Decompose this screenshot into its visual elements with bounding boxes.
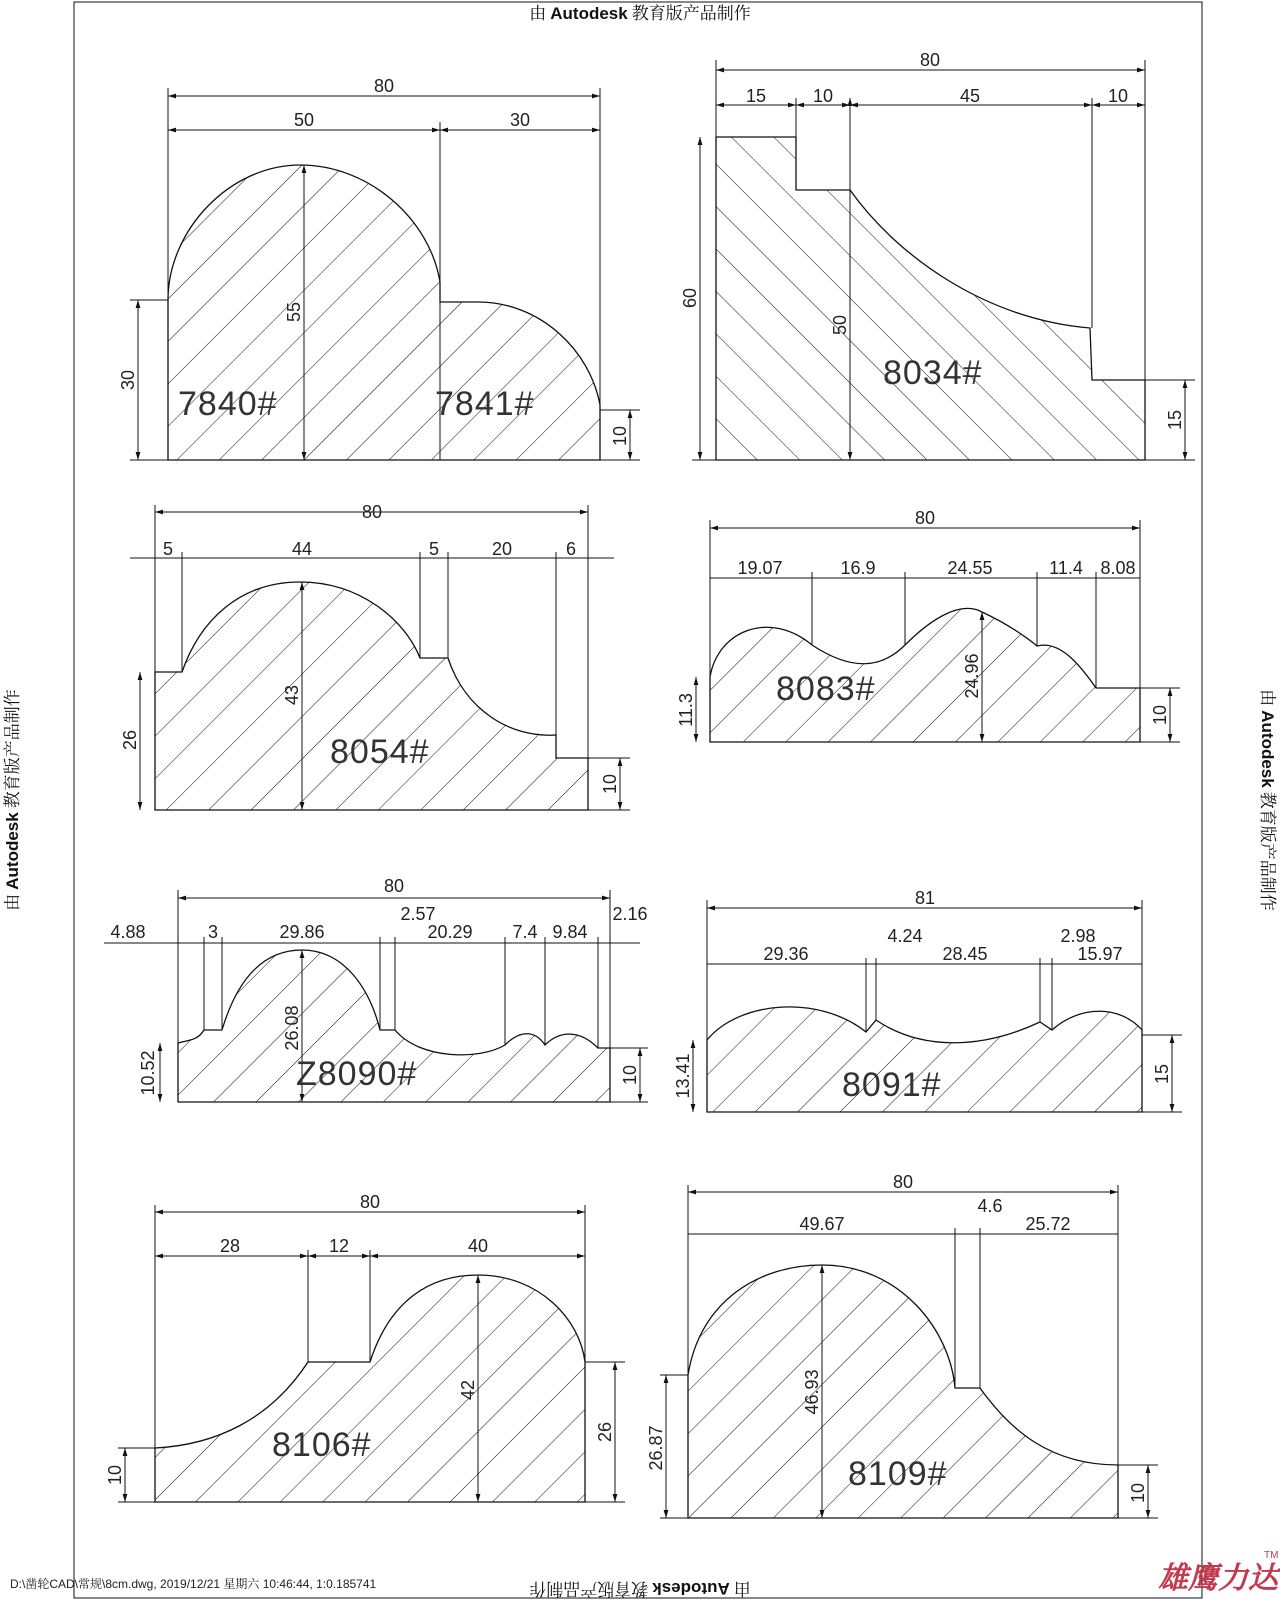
- dim-Z8090-2608: 26.08: [282, 1005, 302, 1051]
- dim-8034-10a: 10: [812, 86, 834, 106]
- dim-8106-40: 40: [467, 1236, 489, 1256]
- logo-text: 雄鹰力达: [1158, 1561, 1278, 1596]
- dim-8083-2455: 24.55: [947, 558, 993, 578]
- svg-text:由Autodesk教育版产品制作: 由Autodesk教育版产品制作: [1258, 689, 1277, 911]
- dim-8091-2845: 28.45: [942, 944, 988, 964]
- dim-8083-114: 11.4: [1049, 558, 1083, 578]
- dim-8054-26: 26: [120, 729, 140, 751]
- dim-8109-2572: 25.72: [1025, 1214, 1071, 1234]
- label-8109: 8109#: [848, 1455, 948, 1493]
- dim-8109-4693: 46.93: [802, 1369, 822, 1415]
- dim-8106-42: 42: [458, 1379, 478, 1401]
- svg-text:由Autodesk教育版产品制作: 由Autodesk教育版产品制作: [3, 689, 22, 911]
- dim-8109-2687: 26.87: [646, 1425, 666, 1471]
- dim-8034-10b: 10: [1107, 86, 1129, 106]
- dim-Z8090-1052: 10.52: [138, 1050, 158, 1096]
- svg-text:由Autodesk教育版产品制作: 由 Autodesk 教育版产品制作: [529, 4, 751, 23]
- dim-8091-424: 4.24: [887, 926, 923, 946]
- label-7840: 7840#: [178, 385, 278, 423]
- label-8034: 8034#: [883, 354, 983, 392]
- dim-8083-808: 8.08: [1100, 558, 1136, 578]
- profile-8054-shape: [155, 582, 588, 810]
- dim-8054-43: 43: [282, 684, 302, 706]
- dim-Z8090-2029: 20.29: [427, 922, 473, 942]
- dim-8083-169: 16.9: [840, 558, 876, 578]
- dim-Z8090-216: 2.16: [612, 904, 648, 924]
- label-Z8090: Z8090#: [296, 1055, 418, 1093]
- dim-7840-50: 50: [293, 110, 315, 130]
- file-info: D:\凿轮CAD\常规\8cm.dwg, 2019/12/21 星期六 10:46:44, 1:0.185741: [10, 1577, 377, 1591]
- dim-8034-15a: 15: [745, 86, 767, 106]
- watermark-left: [3, 689, 22, 910]
- profile-8091: [673, 888, 1182, 1112]
- dim-8091-15: 15: [1152, 1063, 1172, 1085]
- dim-8091-298: 2.98: [1060, 926, 1096, 946]
- dim-7840-30a: 30: [509, 110, 531, 130]
- dim-8054-80: 80: [361, 502, 383, 522]
- dim-8106-26: 26: [595, 1421, 615, 1443]
- label-8091: 8091#: [842, 1066, 942, 1104]
- svg-text:由Autodesk教育版产品制作: 由Autodesk教育版产品制作: [529, 1579, 751, 1598]
- dim-7840-55: 55: [284, 301, 304, 323]
- dim-Z8090-3: 3: [207, 922, 219, 942]
- dim-8091-81: 81: [914, 888, 936, 908]
- profile-8034-shape: [716, 137, 1145, 460]
- dim-Z8090-2986: 29.86: [279, 922, 325, 942]
- dim-8091-1597: 15.97: [1077, 944, 1123, 964]
- dim-8083-1907: 19.07: [737, 558, 783, 578]
- dim-Z8090-257: 2.57: [400, 904, 436, 924]
- dim-Z8090-488: 4.88: [110, 922, 146, 942]
- dim-Z8090-80: 80: [383, 876, 405, 896]
- dim-8083-10: 10: [1150, 704, 1170, 726]
- logo-trademark: TM: [1264, 1550, 1279, 1561]
- dim-8083-80: 80: [914, 508, 936, 528]
- dim-8106-80: 80: [359, 1192, 381, 1212]
- watermark-bottom: [529, 1579, 750, 1598]
- dim-8106-12: 12: [328, 1236, 350, 1256]
- dim-8054-10: 10: [600, 773, 620, 795]
- dim-8091-1341: 13.41: [673, 1053, 693, 1099]
- profile-8106: [105, 1192, 625, 1502]
- dim-7840-10: 10: [610, 425, 630, 447]
- dim-8054-5b: 5: [428, 539, 440, 559]
- dim-8109-46: 4.6: [977, 1196, 1003, 1216]
- dim-8109-80: 80: [892, 1172, 914, 1192]
- dim-8034-60: 60: [680, 287, 700, 309]
- profile-7840: [118, 76, 640, 460]
- dim-8034-45: 45: [959, 86, 981, 106]
- dim-8034-15b: 15: [1165, 409, 1185, 431]
- dim-Z8090-74: 7.4: [512, 922, 538, 942]
- label-8106: 8106#: [272, 1426, 372, 1464]
- dim-8054-20: 20: [491, 539, 513, 559]
- dim-Z8090-10: 10: [620, 1064, 640, 1086]
- label-7841: 7841#: [435, 385, 535, 423]
- watermark-top: [529, 4, 750, 23]
- dim-8083-2496: 24.96: [962, 653, 982, 699]
- profile-Z8090: [104, 876, 648, 1102]
- dim-8106-28: 28: [219, 1236, 241, 1256]
- dim-8109-4967: 49.67: [799, 1214, 845, 1234]
- dim-Z8090-984: 9.84: [552, 922, 588, 942]
- dim-8054-5a: 5: [162, 539, 174, 559]
- label-8054: 8054#: [330, 733, 430, 771]
- profile-8083: [676, 508, 1180, 742]
- profile-8054: [120, 502, 630, 810]
- dim-7840-80: 80: [373, 76, 395, 96]
- profile-8109: [646, 1172, 1158, 1518]
- label-8083: 8083#: [776, 670, 876, 708]
- dim-8034-80: 80: [919, 50, 941, 70]
- dim-7840-30b: 30: [118, 369, 138, 391]
- dim-8034-50: 50: [830, 314, 850, 336]
- dim-8054-44: 44: [291, 539, 313, 559]
- dim-8091-2936: 29.36: [763, 944, 809, 964]
- brand-logo: [1158, 1550, 1280, 1596]
- dim-8054-6: 6: [565, 539, 577, 559]
- dim-8109-10: 10: [1128, 1482, 1148, 1504]
- dim-8083-113: 11.3: [676, 693, 696, 727]
- watermark-right: [1258, 689, 1277, 910]
- dim-8106-10: 10: [105, 1464, 125, 1486]
- profile-8083-shape: [710, 608, 1140, 742]
- profile-8034: [680, 50, 1195, 460]
